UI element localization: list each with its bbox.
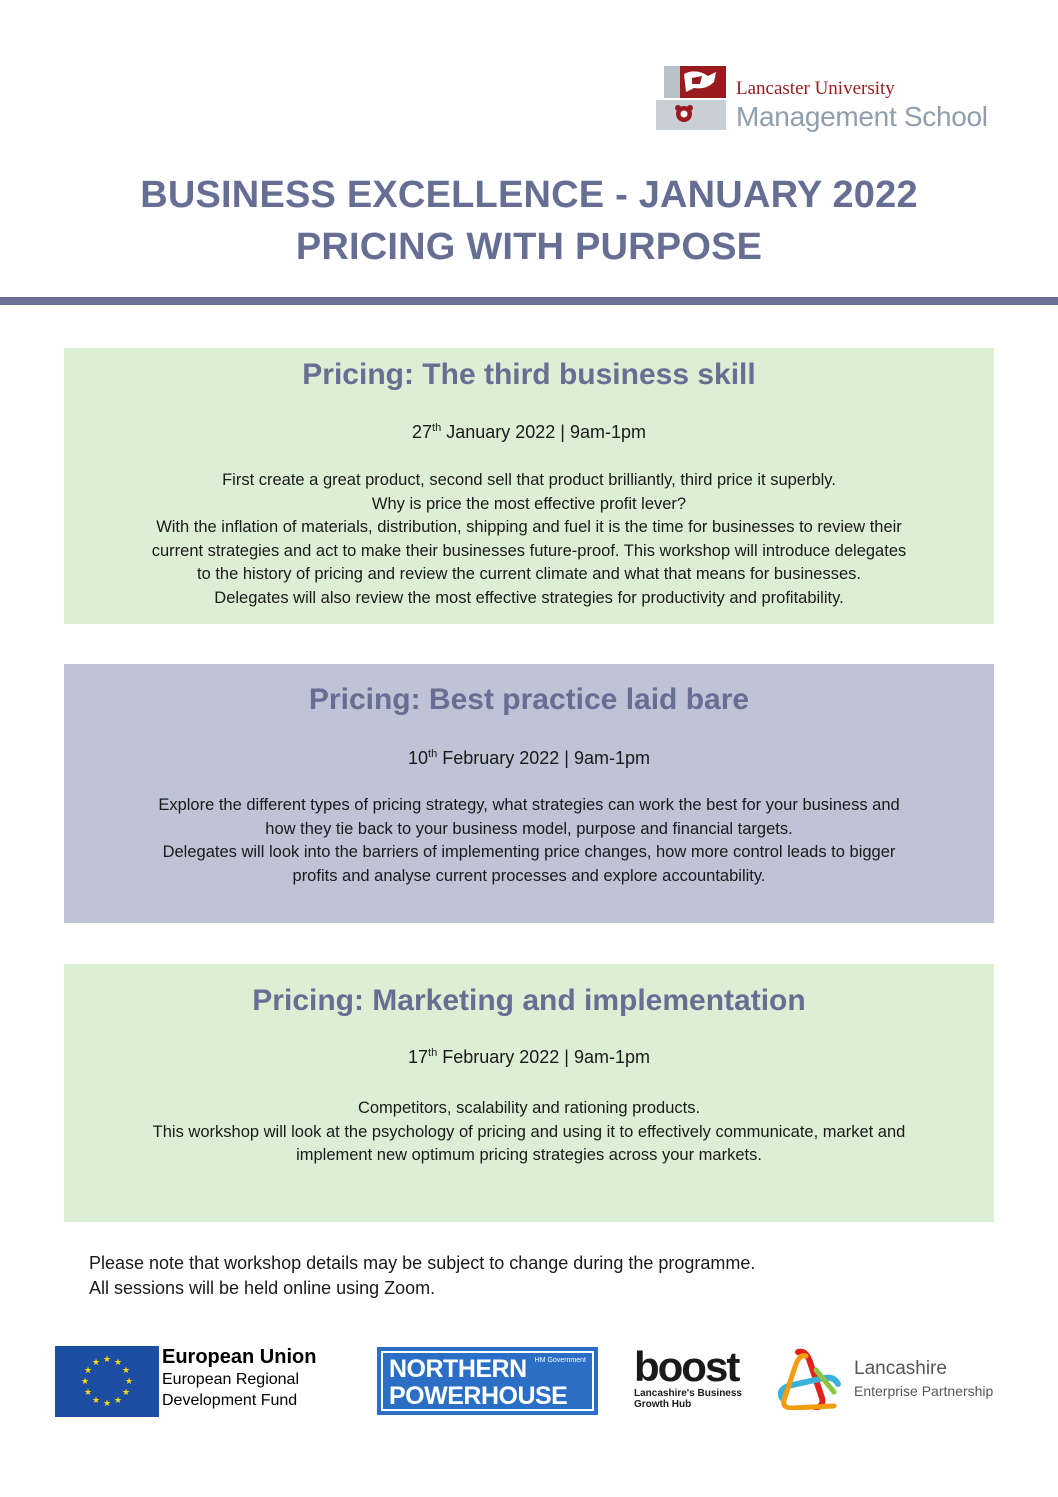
description-line: to the history of pricing and review the current climate and what that means for businesses. [196, 565, 861, 583]
description-line: This workshop will look at the psychology of pricing and using it to effectively communicate, market and [152, 1122, 906, 1141]
eu-title: European Union [162, 1346, 317, 1368]
session-month-year: February 2022 [437, 748, 560, 768]
boost-wordmark: boost [634, 1343, 739, 1390]
session-time: 9am-1pm [568, 748, 650, 768]
svg-text:★: ★ [83, 1388, 93, 1398]
description-line: Delegates will also review the most effective strategies for productivity and profitability. [214, 588, 844, 607]
description-line: profits and analyse current processes and explore accountability. [292, 866, 766, 885]
session-time: 9am-1pm [564, 422, 647, 442]
svg-text:★: ★ [121, 1366, 131, 1376]
description-line: Delegates will look into the barriers of implementing price changes, how more control leads to bigger [162, 843, 896, 861]
session-date: 17th February 2022 | 9am-1pm [407, 1047, 650, 1067]
change-notice: Please note that workshop details may be subject to change during the programme. [89, 1253, 756, 1273]
session-month-year: January 2022 [441, 422, 556, 442]
zoom-notice: All sessions will be held online using Zoom. [89, 1278, 436, 1298]
powerhouse-word: POWERHOUSE [389, 1382, 568, 1410]
session-day-suffix: th [432, 422, 442, 434]
svg-text:★: ★ [91, 1396, 101, 1406]
session-day: 17 [407, 1047, 429, 1067]
session-title: Pricing: Best practice laid bare [308, 683, 750, 716]
svg-text:★: ★ [83, 1366, 93, 1376]
description-line: implement new optimum pricing strategies across your markets. [296, 1146, 762, 1164]
session-description [82, 1097, 976, 1168]
session-title: Pricing: The third business skill [302, 358, 756, 391]
boost-subtitle: Growth Hub [634, 1399, 692, 1410]
lancaster-shield-icon [656, 64, 728, 130]
boost-logo [634, 1343, 754, 1416]
description-line: With the inflation of materials, distribution, shipping and fuel it is the time for businesses to review their [156, 518, 902, 536]
description-line: Competitors, scalability and rationing products. [357, 1099, 701, 1117]
svg-text:★: ★ [102, 1399, 112, 1409]
svg-text:★: ★ [91, 1358, 101, 1368]
lancaster-university-logo [656, 64, 1026, 134]
page-subtitle: PRICING WITH PURPOSE [295, 226, 763, 268]
eu-fund-label [162, 1346, 316, 1411]
session-date: 27th January 2022 | 9am-1pm [411, 422, 647, 442]
logo-university-name: Lancaster University [736, 78, 895, 99]
session-date: 10th February 2022 | 9am-1pm [407, 748, 650, 768]
page-title: BUSINESS EXCELLENCE - JANUARY 2022 [140, 174, 918, 216]
northern-powerhouse-frame [381, 1351, 594, 1411]
session-title: Pricing: Marketing and implementation [252, 984, 806, 1017]
session-day: 27 [411, 422, 433, 442]
session-description [82, 794, 976, 888]
description-line: current strategies and act to make their businesses future-proof. This workshop will introduce delegates [151, 541, 907, 560]
svg-text:★: ★ [113, 1358, 123, 1368]
session-day-suffix: th [428, 1047, 438, 1059]
eu-flag-icon [55, 1346, 159, 1417]
boost-subtitle: Lancashire's Business [634, 1388, 742, 1399]
session-time: 9am-1pm [568, 1047, 650, 1067]
lep-ribbon-icon [776, 1348, 844, 1410]
title-divider [0, 297, 1058, 305]
session-description [82, 469, 976, 610]
session-month-year: February 2022 [437, 1047, 560, 1067]
hm-government-label: HM Government [534, 1357, 586, 1364]
lep-name: Lancashire [854, 1358, 947, 1379]
svg-text:★: ★ [113, 1396, 123, 1406]
lep-subtitle: Enterprise Partnership [854, 1383, 994, 1399]
northern-word: NORTHERN [389, 1355, 527, 1383]
logo-school-name: Management School [736, 101, 988, 132]
session-panel-marketing-implementation [64, 964, 994, 1222]
session-day-suffix: th [428, 748, 438, 760]
description-line: Explore the different types of pricing strategy, what strategies can work the best for your business and [158, 796, 900, 814]
eu-subtitle: European Regional [162, 1371, 299, 1388]
svg-text:★: ★ [102, 1355, 112, 1365]
description-line: First create a great product, second sell that product brilliantly, third price it superbly. [222, 471, 836, 489]
session-panel-best-practice [64, 664, 994, 923]
svg-text:★: ★ [80, 1377, 90, 1387]
svg-text:★: ★ [121, 1388, 131, 1398]
eu-subtitle: Development Fund [162, 1392, 298, 1409]
session-panel-third-business-skill [64, 348, 994, 624]
description-line: Why is price the most effective profit lever? [371, 494, 687, 513]
description-line: how they tie back to your business model, purpose and financial targets. [265, 819, 793, 838]
svg-text:★: ★ [124, 1377, 134, 1387]
lancashire-lep-logo [776, 1348, 1016, 1414]
session-day: 10 [407, 748, 429, 768]
northern-powerhouse-logo [377, 1347, 598, 1415]
